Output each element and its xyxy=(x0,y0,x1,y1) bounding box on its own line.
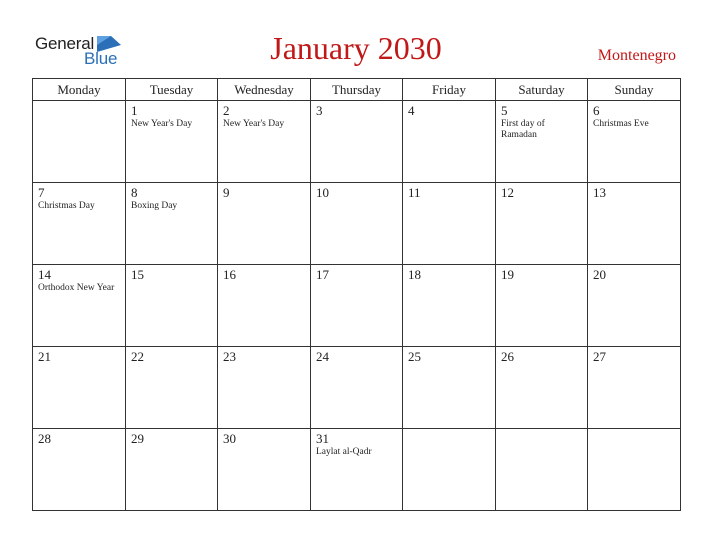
day-cell xyxy=(588,347,681,429)
day-number: 19 xyxy=(501,267,514,282)
day-cell xyxy=(403,183,496,265)
weekday-header-row xyxy=(33,79,681,101)
holiday-label: Orthodox New Year xyxy=(38,283,115,293)
day-cell xyxy=(588,265,681,347)
day-cell xyxy=(311,101,403,183)
day-cell xyxy=(33,265,126,347)
day-cell xyxy=(33,429,126,511)
day-number: 3 xyxy=(316,103,323,118)
day-number: 10 xyxy=(316,185,329,200)
day-number: 6 xyxy=(593,103,600,118)
day-cell xyxy=(126,101,218,183)
day-number: 21 xyxy=(38,349,51,364)
day-cell xyxy=(126,429,218,511)
day-cell xyxy=(218,183,311,265)
day-cell xyxy=(403,429,496,511)
day-number: 30 xyxy=(223,431,236,446)
weekday-header: Sunday xyxy=(588,79,681,101)
weekday-header: Wednesday xyxy=(218,79,311,101)
holiday-label: Christmas Day xyxy=(38,201,95,211)
day-number: 22 xyxy=(131,349,144,364)
holiday-label: Laylat al-Qadr xyxy=(316,447,372,457)
logo-text-blue: Blue xyxy=(84,49,118,68)
day-cell xyxy=(403,265,496,347)
day-cell xyxy=(33,347,126,429)
day-number: 15 xyxy=(131,267,144,282)
day-number: 31 xyxy=(316,431,329,446)
day-cell xyxy=(311,183,403,265)
day-number: 17 xyxy=(316,267,329,282)
day-cell xyxy=(588,183,681,265)
holiday-label: Boxing Day xyxy=(131,201,178,211)
day-number: 12 xyxy=(501,185,514,200)
page-title: January 2030 xyxy=(270,30,442,66)
day-number: 14 xyxy=(38,267,51,282)
logo-text-general: General xyxy=(35,34,95,53)
holiday-label: New Year's Day xyxy=(131,119,193,129)
week-row xyxy=(33,347,681,429)
day-number: 11 xyxy=(408,185,421,200)
day-cell xyxy=(496,429,588,511)
day-cell xyxy=(218,265,311,347)
day-number: 29 xyxy=(131,431,144,446)
holiday-label: Christmas Eve xyxy=(593,119,649,129)
day-cell xyxy=(33,101,126,183)
day-number: 7 xyxy=(38,185,45,200)
day-number: 2 xyxy=(223,103,230,118)
day-number: 23 xyxy=(223,349,236,364)
day-number: 9 xyxy=(223,185,230,200)
day-number: 8 xyxy=(131,185,138,200)
day-number: 13 xyxy=(593,185,606,200)
holiday-label: New Year's Day xyxy=(223,119,285,129)
calendar-grid xyxy=(32,78,681,511)
day-cell xyxy=(588,101,681,183)
day-cell xyxy=(311,347,403,429)
day-cell xyxy=(496,347,588,429)
day-number: 25 xyxy=(408,349,421,364)
weekday-header: Monday xyxy=(33,79,126,101)
day-cell xyxy=(126,265,218,347)
weekday-header: Tuesday xyxy=(126,79,218,101)
day-cell xyxy=(218,429,311,511)
day-cell xyxy=(588,429,681,511)
day-number: 26 xyxy=(501,349,514,364)
week-row xyxy=(33,183,681,265)
country-label: Montenegro xyxy=(597,47,676,64)
day-number: 20 xyxy=(593,267,606,282)
day-cell xyxy=(496,101,588,183)
holiday-label: First day of Ramadan xyxy=(501,119,545,140)
week-row xyxy=(33,265,681,347)
week-row xyxy=(33,101,681,183)
day-cell xyxy=(496,183,588,265)
day-cell xyxy=(218,101,311,183)
day-cell xyxy=(403,347,496,429)
day-number: 16 xyxy=(223,267,236,282)
day-cell xyxy=(33,183,126,265)
week-row xyxy=(33,429,681,511)
weekday-header: Thursday xyxy=(311,79,403,101)
day-cell xyxy=(126,183,218,265)
day-cell xyxy=(126,347,218,429)
day-number: 18 xyxy=(408,267,421,282)
weekday-header: Saturday xyxy=(496,79,588,101)
day-cell xyxy=(311,265,403,347)
day-number: 24 xyxy=(316,349,329,364)
day-number: 5 xyxy=(501,103,508,118)
day-number: 4 xyxy=(408,103,415,118)
day-number: 28 xyxy=(38,431,51,446)
weekday-header: Friday xyxy=(403,79,496,101)
day-number: 1 xyxy=(131,103,138,118)
day-cell xyxy=(218,347,311,429)
day-cell xyxy=(311,429,403,511)
day-number: 27 xyxy=(593,349,606,364)
day-cell xyxy=(496,265,588,347)
day-cell xyxy=(403,101,496,183)
